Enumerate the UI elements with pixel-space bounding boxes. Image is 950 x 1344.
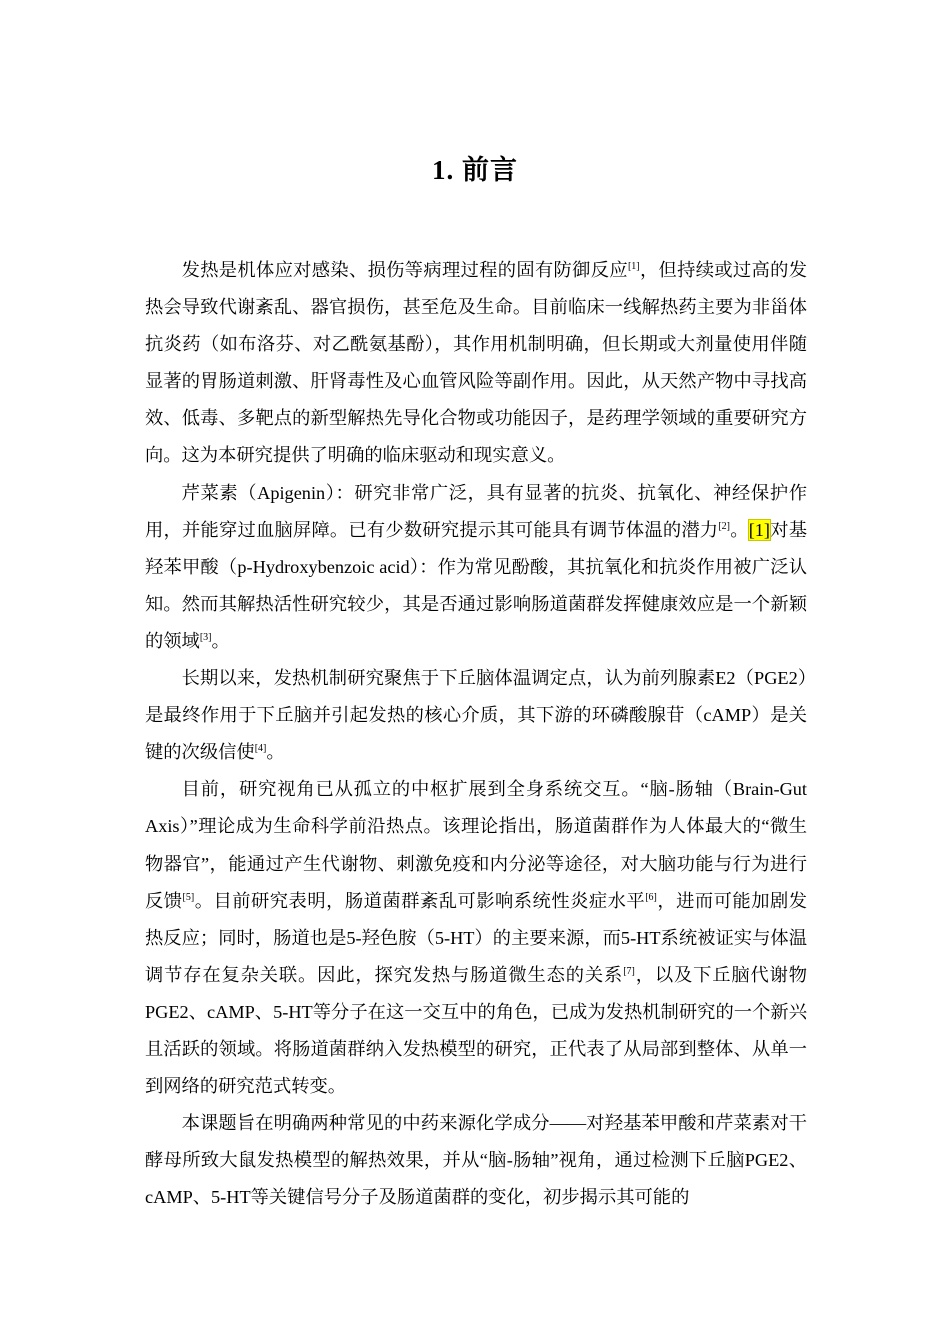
citation-ref: [1] [627, 260, 640, 272]
citation-ref: [4] [254, 743, 267, 755]
text-run: 发热是机体应对感染、损伤等病理过程的固有防御反应 [181, 260, 628, 280]
text-run: 目前，研究视角已从孤立的中枢扩展到全身系统交互。“脑-肠轴（Brain-Gut Axis）”理论成为生命科学前沿热点。该理论指出，肠道菌群作为人体最大的“微生物器官”，能通过产生代谢物、刺激免疫和内分泌等途径，对大脑功能与行为进行反馈 [145, 779, 807, 911]
text-run: 。 [211, 630, 230, 651]
text-run: 。 [729, 519, 749, 540]
citation-ref: [2] [718, 520, 730, 532]
text-run: ，但持续或过高的发热会导致代谢紊乱、器官损伤，甚至危及生命。目前临床一线解热药主要为非甾体抗炎药（如布洛芬、对乙酰氨基酚），其作用机制明确，但长期或大剂量使用伴随显著的胃肠道刺激、肝肾毒性及心血管风险等副作用。因此，从天然产物中寻找高效、低毒、多靶点的新型解热先导化合物或功能因子，是药理学领域的重要研究方向。这为本研究提供了明确的临床驱动和现实意义。 [145, 260, 808, 466]
section-heading: 1. 前言 [432, 155, 518, 185]
text-run: ，进而可能加剧发热反应；同时，肠道也是5-羟色胺（5-HT）的主要来源，而5-HT系统被证实与体温调节存在复杂关联。因此，探究发热与肠道微生态的关系 [145, 890, 808, 985]
paragraph [145, 771, 807, 1105]
body-text [145, 252, 807, 1216]
paragraph [145, 475, 807, 660]
paragraph [145, 252, 807, 475]
text-run: 本课题旨在明确两种常见的中药来源化学成分——对羟基苯甲酸和芹菜素对干酵母所致大鼠发热模型的解热效果，并从“脑-肠轴”视角，通过检测下丘脑PGE2、cAMP、5-HT等关键信号分子及肠道菌群的变化，初步揭示其可能的 [145, 1113, 807, 1208]
text-run: 。 [266, 742, 285, 763]
text-run: 。目前研究表明，肠道菌群紊乱可影响系统性炎症水平 [194, 890, 646, 911]
text-run: 对基羟苯甲酸（p-Hydroxybenzoic acid）：作为常见酚酸，其抗氧化和抗炎作用被广泛认知。然而其解热活性研究较少，其是否通过影响肠道菌群发挥健康效应是一个新颖的领域 [145, 519, 808, 651]
text-run: 长期以来，发热机制研究聚焦于下丘脑体温调定点，认为前列腺素E2（PGE2）是最终作用于下丘脑并引起发热的核心介质，其下游的环磷酸腺苷（cAMP）是关键的次级信使 [145, 668, 807, 763]
citation-ref: [5] [182, 891, 195, 903]
citation-ref: [3] [199, 631, 212, 643]
paragraph [145, 660, 807, 771]
text-run: 芹菜素（Apigenin）：研究非常广泛，具有显著的抗炎、抗氧化、神经保护作用，并能穿过血脑屏障。已有少数研究提示其可能具有调节体温的潜力 [145, 482, 807, 540]
paragraph [145, 1105, 807, 1216]
citation-ref: [6] [645, 891, 657, 903]
citation-ref: [7] [623, 965, 635, 977]
text-run: ，以及下丘脑代谢物PGE2、cAMP、5-HT等分子在这一交互中的角色，已成为发热机制研究的一个新兴且活跃的领域。将肠道菌群纳入发热模型的研究，正代表了从局部到整体、从单一到网络的研究范式转变。 [145, 964, 808, 1097]
highlighted-annotation: [1] [748, 519, 771, 540]
